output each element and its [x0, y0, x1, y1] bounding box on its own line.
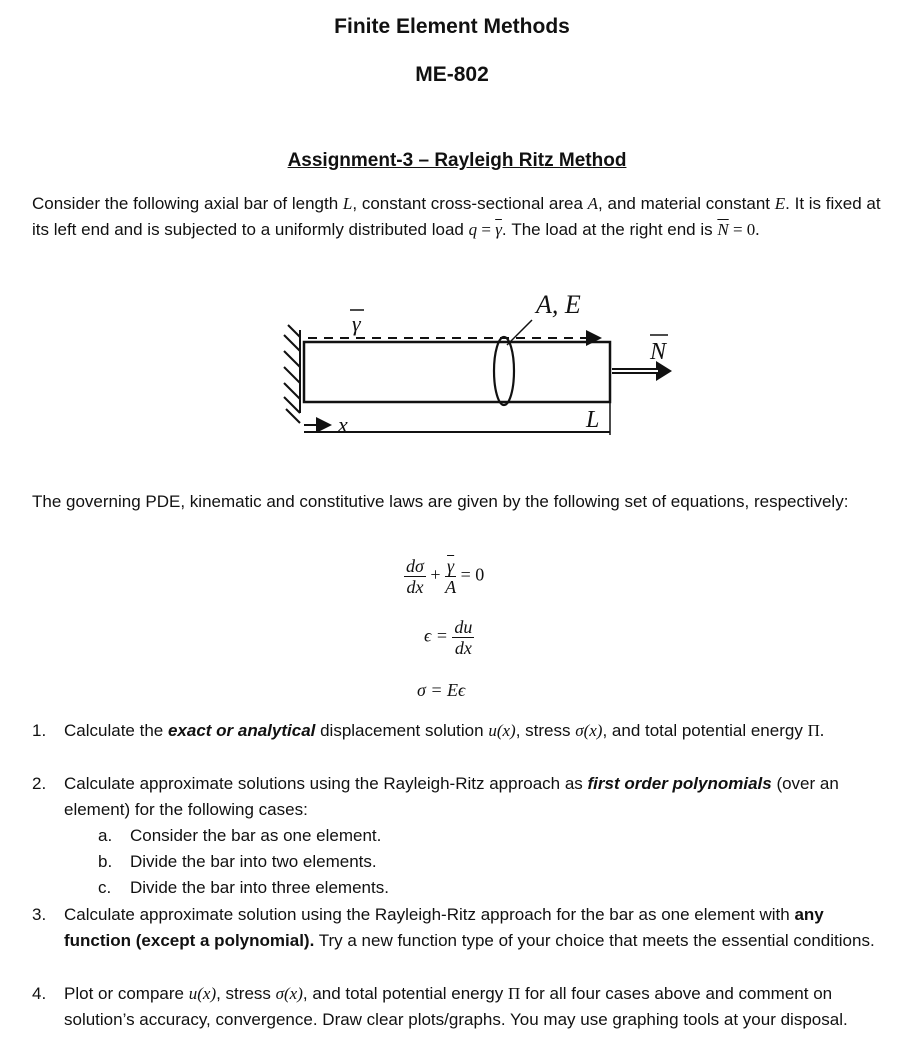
assignment-title: Assignment-3 – Rayleigh Ritz Method [287, 150, 627, 171]
label-AE: A, E [536, 290, 581, 319]
equation-pde: $\frac{d\sigma}{dx}$ + $\frac{\overline{\gamma}}{A}$ = 0 [406, 556, 485, 597]
course-code: ME-802 [415, 63, 489, 86]
label-gamma: γ [352, 311, 361, 336]
course-title: Finite Element Methods [334, 15, 570, 38]
equation-kinematic: ϵ = $\frac{du}{dx}$ [424, 617, 473, 658]
bar-body [304, 342, 610, 402]
intro-paragraph: Consider the following axial bar of length L, constant cross-sectional area A, and material constant E. It is fixed at its left end and is subjected to a uniformly distributed load $q = \overline{\gamma}$. The load at the right end is $\overline{N} = 0$. [32, 194, 881, 239]
bar-figure [260, 285, 680, 445]
label-N: N [650, 339, 667, 365]
label-L: L [586, 407, 600, 433]
fixed-support [284, 325, 300, 423]
governing-text: The governing PDE, kinematic and constitutive laws are given by the following set of equations, respectively: [32, 492, 849, 511]
label-x: x [338, 412, 348, 437]
equation-constitutive: σ = Eϵ [417, 680, 466, 700]
